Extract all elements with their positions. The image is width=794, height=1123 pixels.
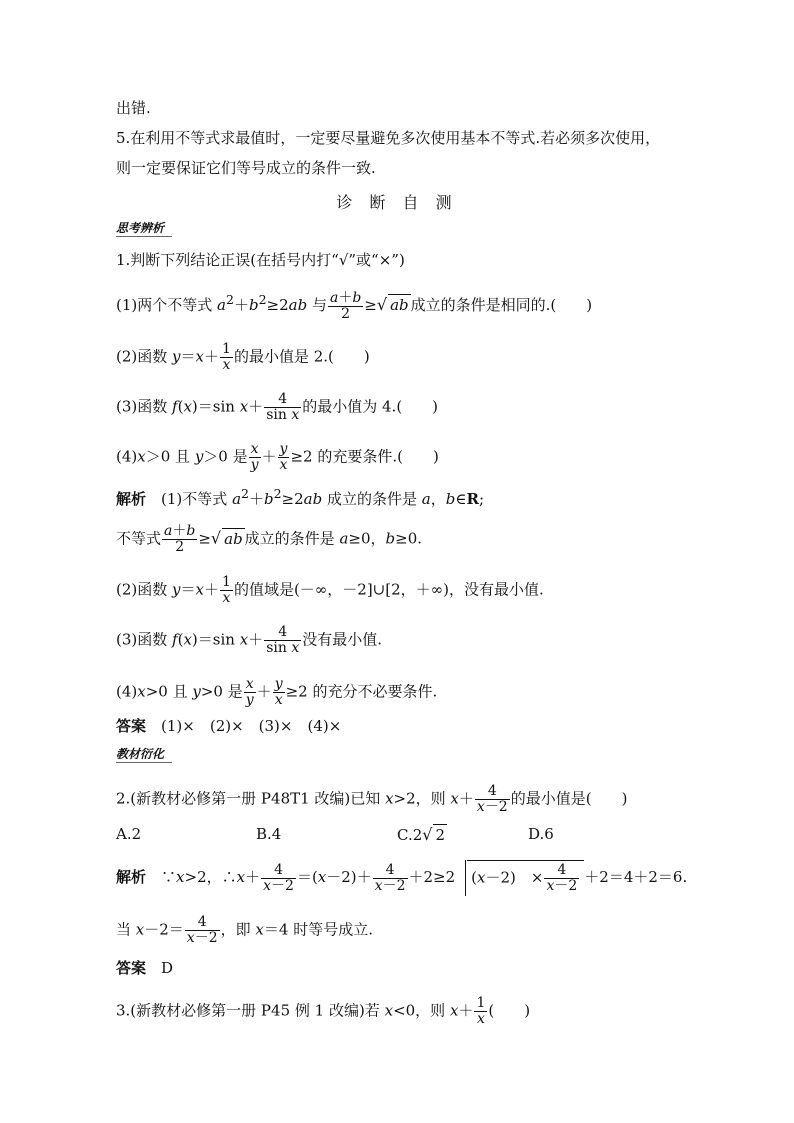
text-line: 5.在利用不等式求最值时，一定要尽量避免多次使用基本不等式.若必须多次使用， — [116, 129, 661, 147]
section-tag: 思考辨析 — [116, 220, 172, 237]
solution-line: 当 x－2＝ $\frac{4}{x-2}$ ，即 x＝4 时等号成立. — [116, 914, 373, 946]
solution-line: 解析 (1)不等式 $a^2+b^2\ge 2ab$ 成立的条件是 a，b∈R; — [116, 486, 484, 508]
statement-4: (4)x＞0 且 y＞0 是 $\frac{x}{y}$ ＋ $\frac{y}{x}$ ≥2 的充要条件.( ) — [116, 441, 439, 473]
question-stem: 2.(新教材必修第一册 P48T1 改编)已知 x>2，则 x＋ $\frac{4}{x-2}$ 的最小值是( ) — [116, 783, 628, 815]
question-stem: 1.判断下列结论正误(在括号内打“√”或“×”) — [116, 251, 405, 269]
text-line: 出错. — [116, 99, 151, 117]
solution-line: (4)x>0 且 y>0 是 $\frac{x}{y}$ ＋ $\frac{y}{x}$ ≥2 的充分不必要条件. — [116, 676, 438, 708]
answer-line: 答案 (1)× (2)× (3)× (4)× — [116, 717, 342, 735]
question-stem: 3.(新教材必修第一册 P45 例 1 改编)若 x<0，则 x＋ $\frac{1}{x}$ ( ) — [116, 995, 531, 1027]
statement-2: (2)函数 y＝x＋ $\frac{1}{x}$ 的最小值是 2.( ) — [116, 341, 370, 373]
solution-line: (2)函数 y＝x＋ $\frac{1}{x}$ 的值域是(－∞，－2]∪[2，＋∞)，没有最小值. — [116, 574, 544, 606]
solution-line: (3)函数 f(x)＝sin x＋ $\frac{4}{\text{sin x}}$ 没有最小值. — [116, 624, 383, 656]
statement-3: (3)函数 f(x)＝sin x＋ $\frac{4}{\text{sin x}}$ 的最小值为 4.( ) — [116, 391, 439, 423]
answer-line: 答案 D — [116, 959, 174, 977]
option-c: C.2√ 2 — [397, 825, 446, 844]
section-tag: 教材衍化 — [116, 746, 172, 763]
option-d: D.6 — [528, 825, 554, 843]
solution-line: 解析 ∵x>2，∴x＋ $\frac{4}{x-2}$ ＝(x－2)＋ $\frac{4}{x-2}$ ＋2≥2 (x－2) × $\frac{4}{x-2}$ ＋2＝4＋2＝6. — [116, 861, 688, 894]
statement-1: (1)两个不等式 $a^2+b^2\ge 2ab$ 与 $\frac{a+b}{2}$ ≥√ ab 成立的条件是相同的.( ) — [116, 289, 593, 322]
section-title: 诊 断 自 测 — [336, 193, 458, 212]
option-b: B.4 — [256, 825, 282, 843]
solution-line: 不等式 $\frac{a+b}{2}$ ≥√ ab 成立的条件是 a≥0，b≥0. — [116, 523, 423, 555]
text-line: 则一定要保证它们等号成立的条件一致. — [116, 159, 376, 177]
option-a: A.2 — [116, 825, 142, 843]
